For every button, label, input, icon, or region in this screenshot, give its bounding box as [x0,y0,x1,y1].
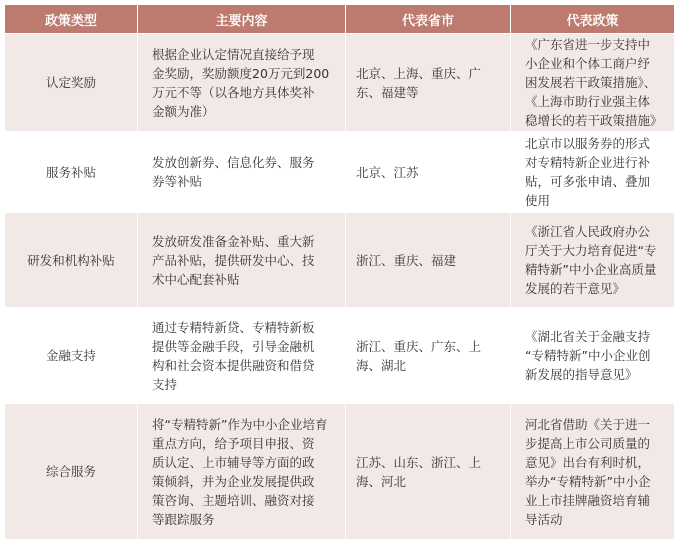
content-text: 将“专精特新”作为中小企业培育 重点方向，给予项目申报、资 质认定、上市辅导等方面的政 策倾斜，并为企业发展提供政 策咨询、主题培训、融资对接 等跟踪服务 [152,416,328,527]
table-header-row [5,5,675,34]
policy-text: 《浙江省人民政府办公 厅关于大力培育促进“专 精特新”中小企业高质量 发展的若干意见》 [525,224,657,296]
content-text: 根据企业认定情况直接给予现 金奖励，奖励额度20万元到200 万元不等（以各地方具体奖补 金额为准） [152,46,330,119]
regions-text: 江苏、山东、浙江、上 海、河北 [356,454,482,489]
policy-type-text: 金融支持 [45,348,96,363]
policy-cell [511,132,675,213]
table-row [5,213,675,308]
policy-table [4,4,675,540]
header-regions: 代表省市 [346,5,511,34]
content-cell [138,404,346,540]
policy-type-text: 认定奖励 [45,75,96,90]
policy-type-cell [5,404,138,540]
content-text: 通过专精特新贷、专精特新板 提供等金融手段，引导金融机 构和社会资本提供融资和借贷 支持 [152,319,315,392]
policy-text: 《广东省进一步支持中 小企业和个体工商户纾 困发展若干政策措施》、 《上海市助行业强主体 稳增长的若干政策措施》 [525,37,663,128]
header-policy-type: 政策类型 [5,5,138,34]
policy-type-cell [5,34,138,132]
policy-type-text: 综合服务 [45,464,96,479]
content-cell [138,213,346,308]
content-cell [138,132,346,213]
regions-text: 北京、江苏 [356,164,419,180]
policy-type-cell [5,213,138,308]
content-cell [138,34,346,132]
header-policy: 代表政策 [511,5,675,34]
policy-type-cell [5,132,138,213]
policy-type-text: 研发和机构补贴 [27,252,115,268]
content-text: 发放创新券、信息化券、服务 券等补贴 [152,155,315,189]
policy-type-cell [5,308,138,404]
policy-cell [511,213,675,308]
content-cell [138,308,346,404]
policy-text: 北京市以服务券的形式 对专精特新企业进行补 贴，可多张申请、叠加 使用 [525,136,651,208]
regions-text: 浙江、重庆、福建 [356,252,457,268]
regions-cell [346,213,511,308]
policy-text: 《湖北省关于金融支持 “专精特新”中小企业创 新发展的指导意见》 [525,329,651,382]
regions-cell [346,34,511,132]
regions-text: 北京、上海、重庆、广 东、福建等 [356,65,482,100]
policy-cell [511,404,675,540]
table-row [5,34,675,132]
policy-type-text: 服务补贴 [45,164,96,180]
regions-cell [346,308,511,404]
header-main-content: 主要内容 [138,5,346,34]
table-row [5,404,675,540]
content-text: 发放研发准备金补贴、重大新 产品补贴，提供研发中心、技 术中心配套补贴 [152,233,315,287]
policy-text: 河北省借助《关于进一 步提高上市公司质量的 意见》出台有利时机， 举办“专精特新”中小企 业上市挂牌融资培育辅 导活动 [525,416,651,527]
table-row [5,308,675,404]
regions-text: 浙江、重庆、广东、上 海、湖北 [356,338,482,373]
regions-cell [346,132,511,213]
policy-cell [511,308,675,404]
policy-cell [511,34,675,132]
table-row [5,132,675,213]
regions-cell [346,404,511,540]
